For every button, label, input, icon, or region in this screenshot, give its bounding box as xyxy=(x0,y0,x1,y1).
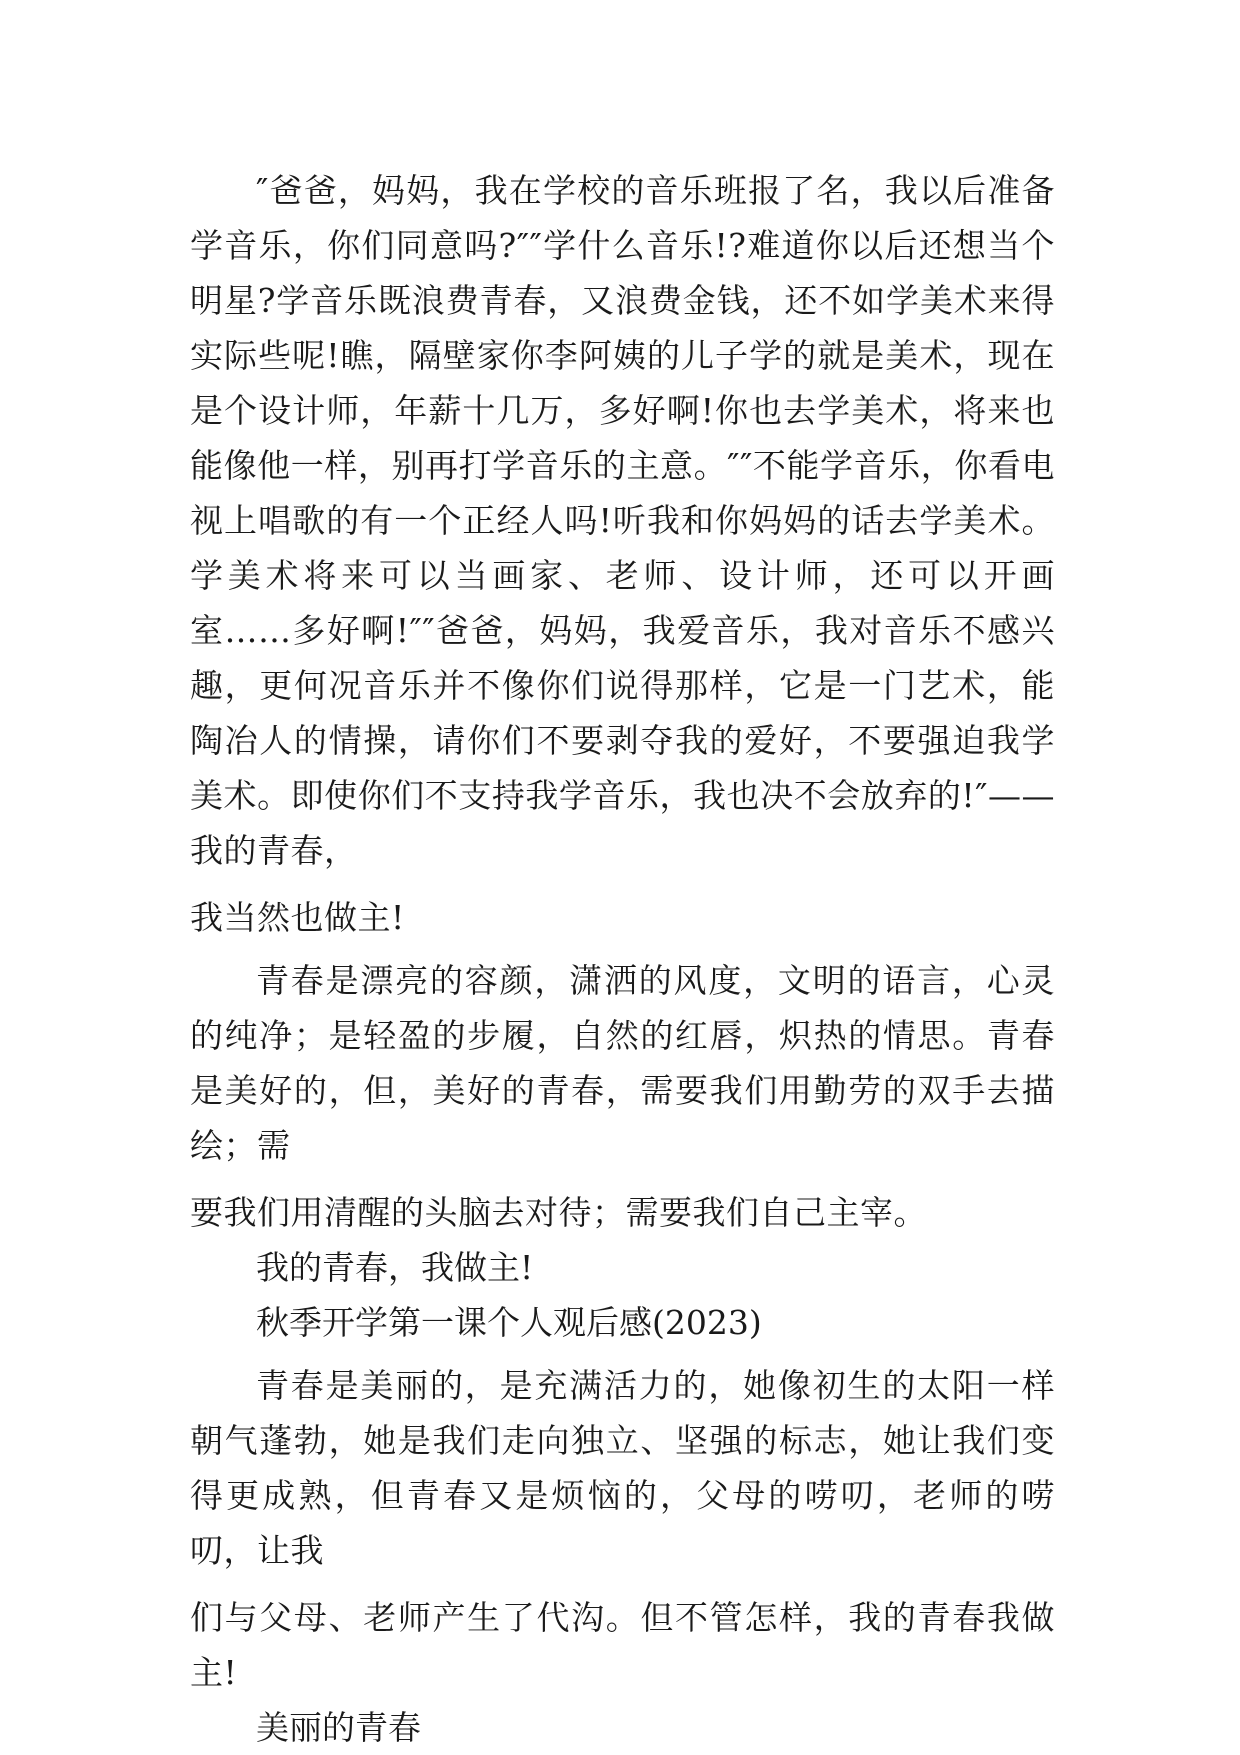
section-line: 我的青春，我做主! xyxy=(256,1248,534,1287)
paragraph-continuation: 我当然也做主! xyxy=(190,898,405,937)
youth-paragraph: 青春是漂亮的容颜，潇洒的风度，文明的语言，心灵的纯净；是轻盈的步履，自然的红唇，炽热的情思。青春是美好的，但，美好的青春，需要我们用勤劳的双手去描绘；需 xyxy=(190,961,1055,1165)
paragraph-continuation: 们与父母、老师产生了代沟。但不管怎样，我的青春我做主! xyxy=(190,1598,1055,1692)
section-title: 秋季开学第一课个人观后感(2023) xyxy=(256,1303,762,1342)
section-title: 美丽的青春 xyxy=(256,1708,421,1747)
paragraph-continuation: 要我们用清醒的头脑去对待；需要我们自己主宰。 xyxy=(190,1193,927,1232)
document-page xyxy=(190,163,1055,1755)
essay-paragraph: 青春是美丽的，是充满活力的，她像初生的太阳一样朝气蓬勃，她是我们走向独立、坚强的标志，她让我们变得更成熟，但青春又是烦恼的，父母的唠叨，老师的唠叨，让我 xyxy=(190,1366,1055,1570)
dialogue-paragraph: ″爸爸，妈妈，我在学校的音乐班报了名，我以后准备学音乐，你们同意吗?″″学什么音乐!?难道你以后还想当个明星?学音乐既浪费青春，又浪费金钱，还不如学美术来得实际些呢!瞧，隔壁家你李阿姨的儿子学的就是美术，现在是个设计师，年薪十几万，多好啊!你也去学美术，将来也能像他一样，别再打学音乐的主意。″″不能学音乐，你看电视上唱歌的有一个正经人吗!听我和你妈妈的话去学美术。学美术将来可以当画家、老师、设计师，还可以开画室……多好啊!″″爸爸，妈妈，我爱音乐，我对音乐不感兴趣，更何况音乐并不像你们说得那样，它是一门艺术，能陶冶人的情操，请你们不要剥夺我的爱好，不要强迫我学美术。即使你们不支持我学音乐，我也决不会放弃的!″——我的青春， xyxy=(190,171,1055,870)
